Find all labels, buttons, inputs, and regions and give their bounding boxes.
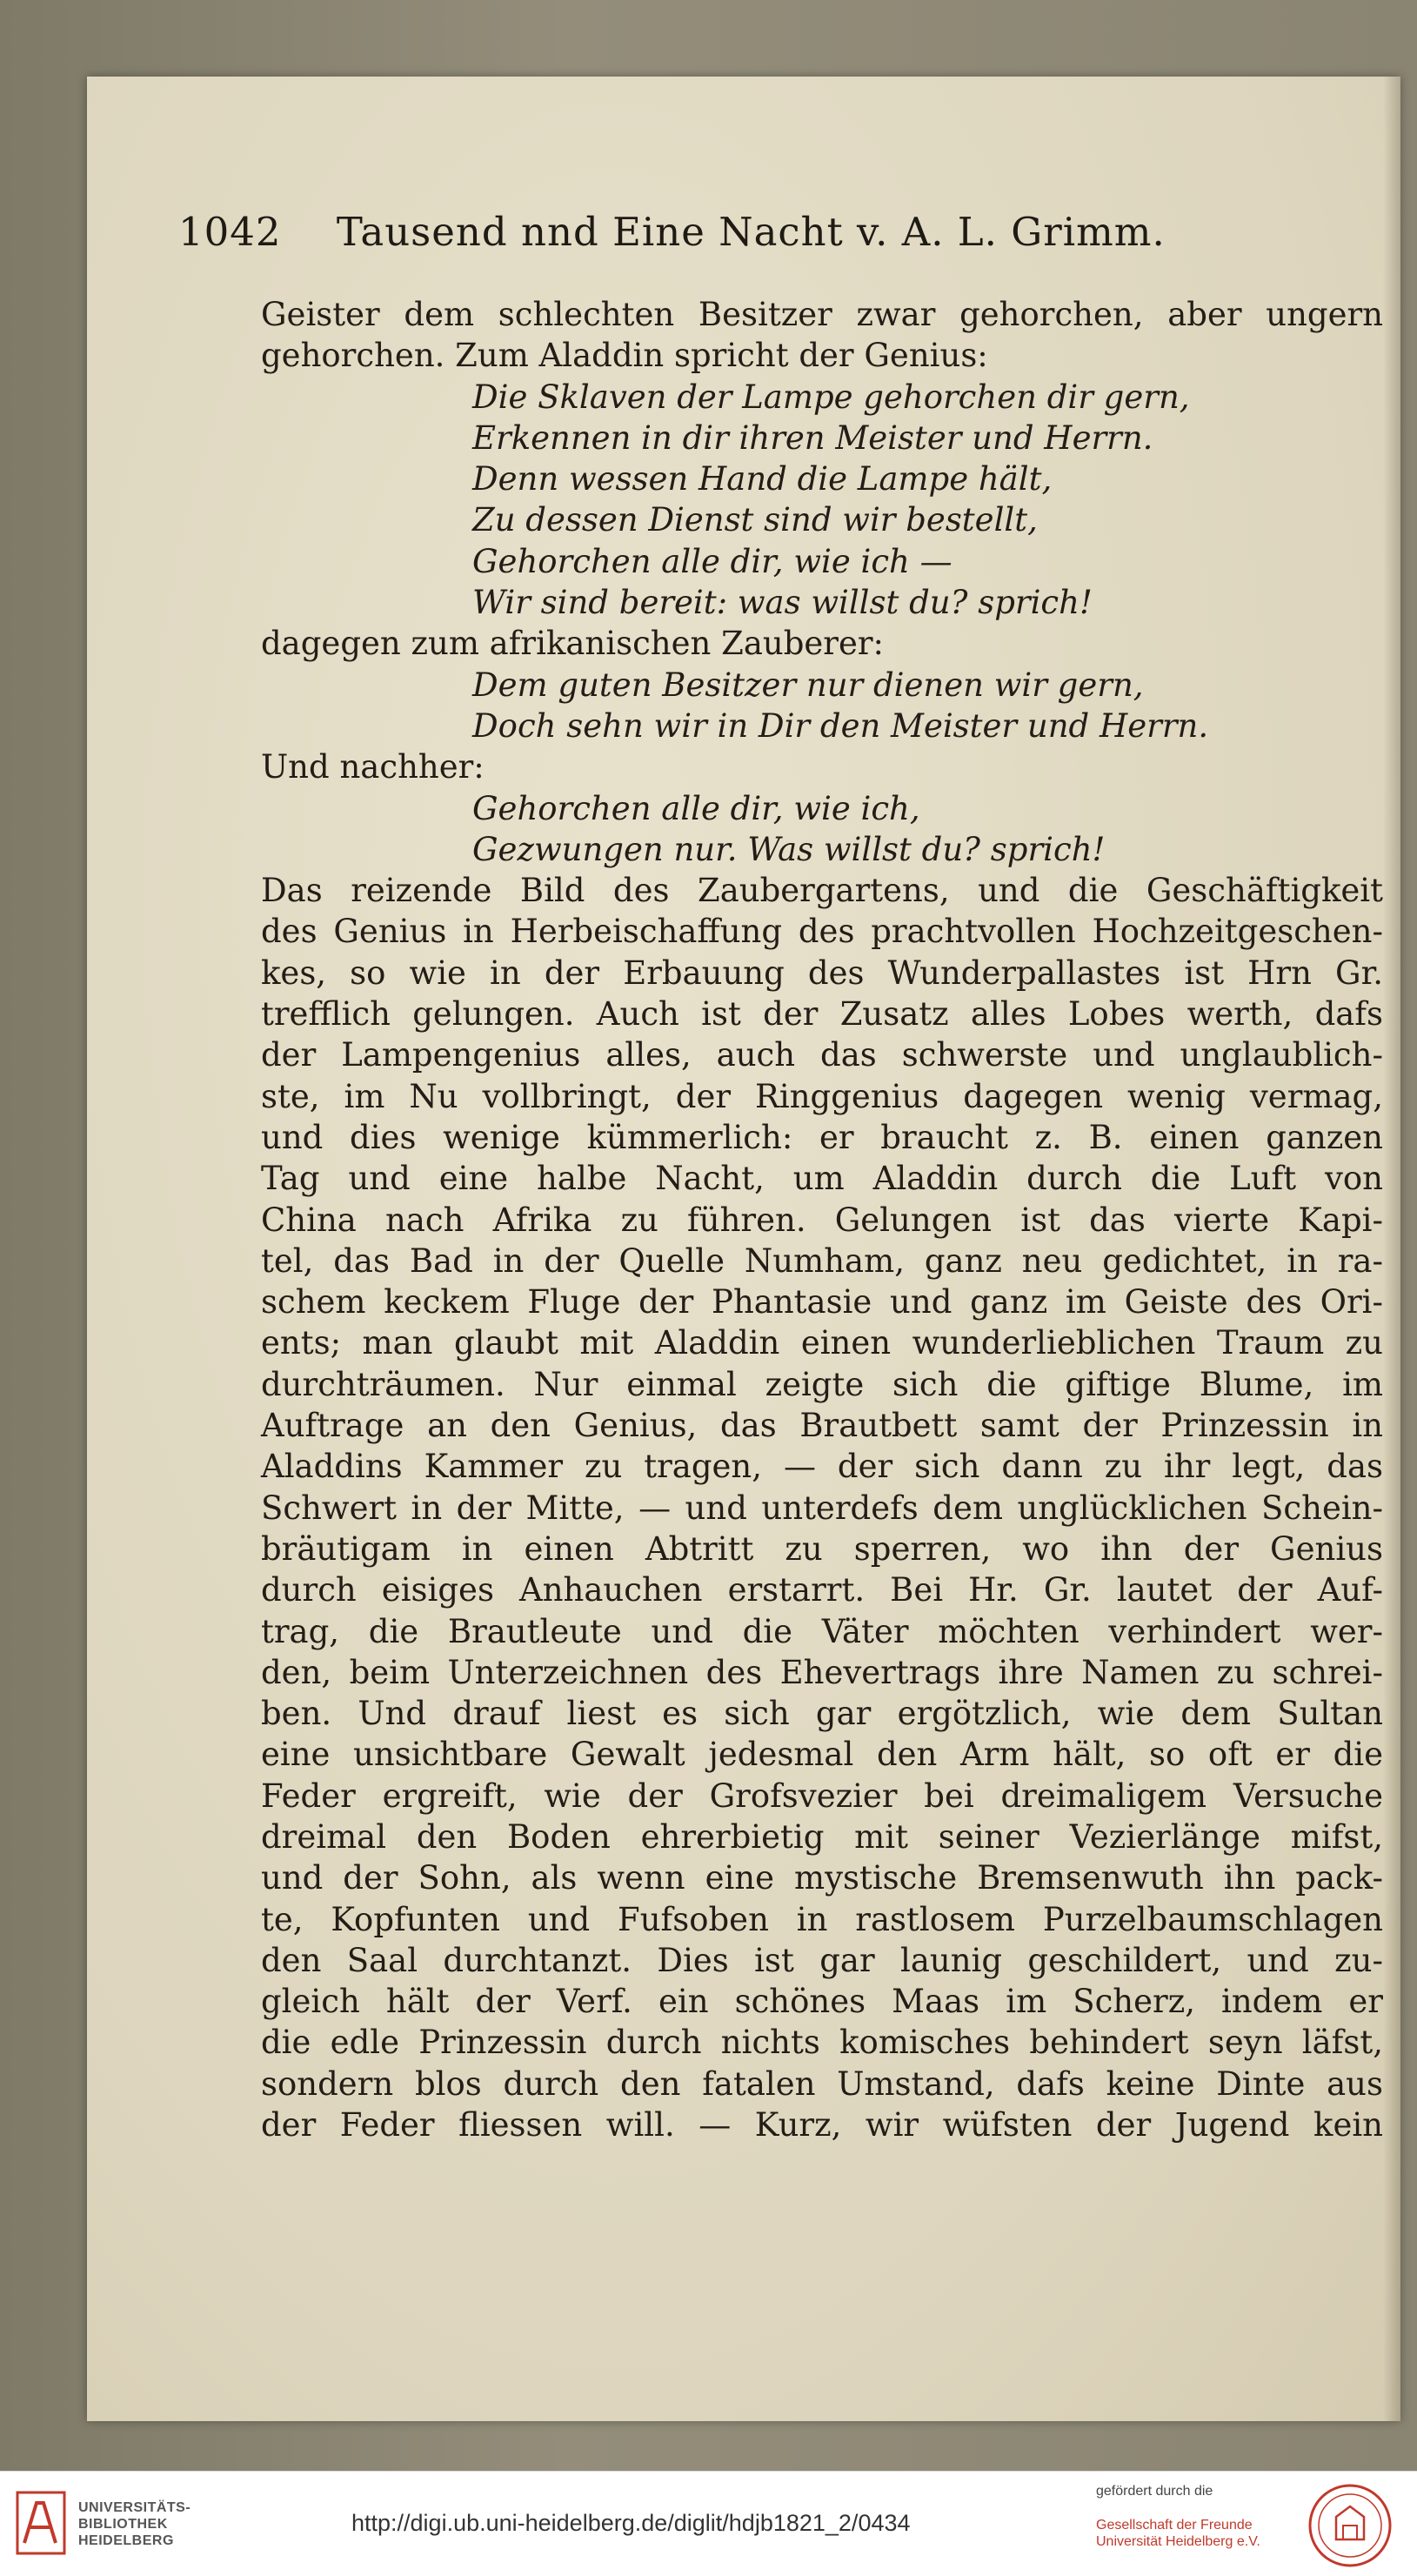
verse-line: Erkennen in dir ihren Meister und Herrn.	[472, 418, 1153, 457]
text-line: der Feder fliessen will. — Kurz, wir wüfsten der Jugend kein	[261, 2106, 1383, 2144]
text-line: Das reizende Bild des Zaubergartens, und die Geschäftigkeit	[261, 872, 1383, 910]
text-line: durch eisiges Anhauchen erstarrt. Bei Hr. Gr. lautet der Auf-	[261, 1571, 1383, 1609]
verse-line: Wir sind bereit: was willst du? sprich!	[472, 584, 1093, 622]
text-line: und dies wenige kümmerlich: er braucht z. B. einen ganzen	[261, 1118, 1383, 1156]
text-line: ste, im Nu vollbringt, der Ringgenius dagegen wenig vermag,	[261, 1077, 1383, 1115]
text-line: Und nachher:	[261, 748, 485, 786]
library-logo-icon[interactable]	[16, 2491, 66, 2555]
text-line: trefflich gelungen. Auch ist der Zusatz alles Lobes werth, dafs	[261, 995, 1383, 1034]
verse-line: Doch sehn wir in Dir den Meister und Herrn.	[472, 706, 1209, 745]
text-line: sondern blos durch den fatalen Umstand, dafs keine Dinte aus	[261, 2064, 1383, 2103]
verse-line: Gehorchen alle dir, wie ich,	[472, 789, 920, 827]
university-seal-icon	[1307, 2482, 1394, 2569]
text-line: te, Kopfunten und Fufsoben in rastlosem Purzelbaumschlagen	[261, 1900, 1383, 1938]
page-number: 1042	[178, 209, 282, 255]
text-line: den, beim Unterzeichnen des Ehevertrags ihre Namen zu schrei-	[261, 1653, 1383, 1691]
sponsor-org-line: Universität Heidelberg e.V.	[1096, 2534, 1260, 2549]
text-line: Aladdins Kammer zu tragen, — der sich dann zu ihr legt, das	[261, 1448, 1383, 1486]
text-line: bräutigam in einen Abtritt zu sperren, wo ihn der Genius	[261, 1529, 1383, 1568]
sponsor-by-text: gefördert durch die	[1096, 2484, 1213, 2499]
text-line: schem keckem Fluge der Phantasie und ganz im Geiste des Ori-	[261, 1283, 1383, 1321]
text-line: ben. Und drauf liest es sich gar ergötzlich, wie dem Sultan	[261, 1695, 1383, 1733]
verse-line: Dem guten Besitzer nur dienen wir gern,	[472, 666, 1144, 704]
text-line: dreimal den Boden ehrerbietig mit seiner Vezierlänge mifst,	[261, 1817, 1383, 1856]
text-line: China nach Afrika zu führen. Gelungen ist das vierte Kapi-	[261, 1201, 1383, 1239]
text-line: und der Sohn, als wenn eine mystische Bremsenwuth ihn pack-	[261, 1859, 1383, 1897]
library-name-line: UNIVERSITÄTS-	[78, 2500, 191, 2515]
text-line: trag, die Brautleute und die Väter möchten verhindert wer-	[261, 1612, 1383, 1650]
text-line: der Lampengenius alles, auch das schwerste und unglaublich-	[261, 1036, 1383, 1074]
text-line: Geister dem schlechten Besitzer zwar gehorchen, aber ungern	[261, 296, 1383, 333]
text-line: Feder ergreift, wie der Grofsvezier bei dreimaligem Versuche	[261, 1776, 1383, 1815]
text-line: ents; man glaubt mit Aladdin einen wunderlieblichen Traum zu	[261, 1324, 1383, 1362]
text-line: durchträumen. Nur einmal zeigte sich die giftige Blume, im	[261, 1365, 1383, 1403]
text-line: tel, das Bad in der Quelle Numham, ganz neu gedichtet, in ra-	[261, 1241, 1383, 1280]
library-name-line: HEIDELBERG	[78, 2533, 174, 2548]
text-line: Tag und eine halbe Nacht, um Aladdin durch die Luft von	[261, 1160, 1383, 1198]
text-line: die edle Prinzessin durch nichts komisches behindert seyn läfst,	[261, 2024, 1383, 2062]
verse-line: Zu dessen Dienst sind wir bestellt,	[472, 501, 1038, 539]
text-line: den Saal durchtanzt. Dies ist gar launig geschildert, und zu-	[261, 1941, 1383, 1979]
verse-line: Gezwungen nur. Was willst du? sprich!	[472, 830, 1106, 868]
running-head	[178, 209, 1327, 255]
body-text	[261, 294, 1383, 2145]
text-line: eine unsichtbare Gewalt jedesmal den Arm hält, so oft er die	[261, 1736, 1383, 1774]
text-line: gehorchen. Zum Aladdin spricht der Genius:	[261, 337, 988, 375]
running-title: Tausend nnd Eine Nacht v. A. L. Grimm.	[336, 209, 1166, 255]
verse-line: Gehorchen alle dir, wie ich —	[472, 542, 952, 580]
text-line: gleich hält der Verf. ein schönes Maas im Scherz, indem er	[261, 1983, 1383, 2021]
verse-line: Die Sklaven der Lampe gehorchen dir gern,	[472, 378, 1190, 416]
text-line: kes, so wie in der Erbauung des Wunderpallastes ist Hrn Gr.	[261, 953, 1383, 992]
permalink-url[interactable]: http://digi.ub.uni-heidelberg.de/diglit/hdjb1821_2/0434	[351, 2510, 911, 2536]
page-edge-shadow	[1383, 77, 1400, 2421]
text-line: Auftrage an den Genius, das Brautbett samt der Prinzessin in	[261, 1407, 1383, 1445]
sponsor-org-line: Gesellschaft der Freunde	[1096, 2518, 1253, 2533]
text-line: dagegen zum afrikanischen Zauberer:	[261, 625, 885, 663]
text-line: des Genius in Herbeischaffung des prachtvollen Hochzeitgeschen-	[261, 913, 1383, 951]
text-line: Schwert in der Mitte, — und unterdefs dem unglücklichen Schein-	[261, 1489, 1383, 1527]
viewer-footer	[0, 2471, 1417, 2576]
library-name[interactable]	[78, 2499, 190, 2549]
library-name-line: BIBLIOTHEK	[78, 2517, 168, 2532]
verse-line: Denn wessen Hand die Lampe hält,	[472, 460, 1053, 498]
sponsor-credit[interactable]	[1096, 2484, 1287, 2550]
